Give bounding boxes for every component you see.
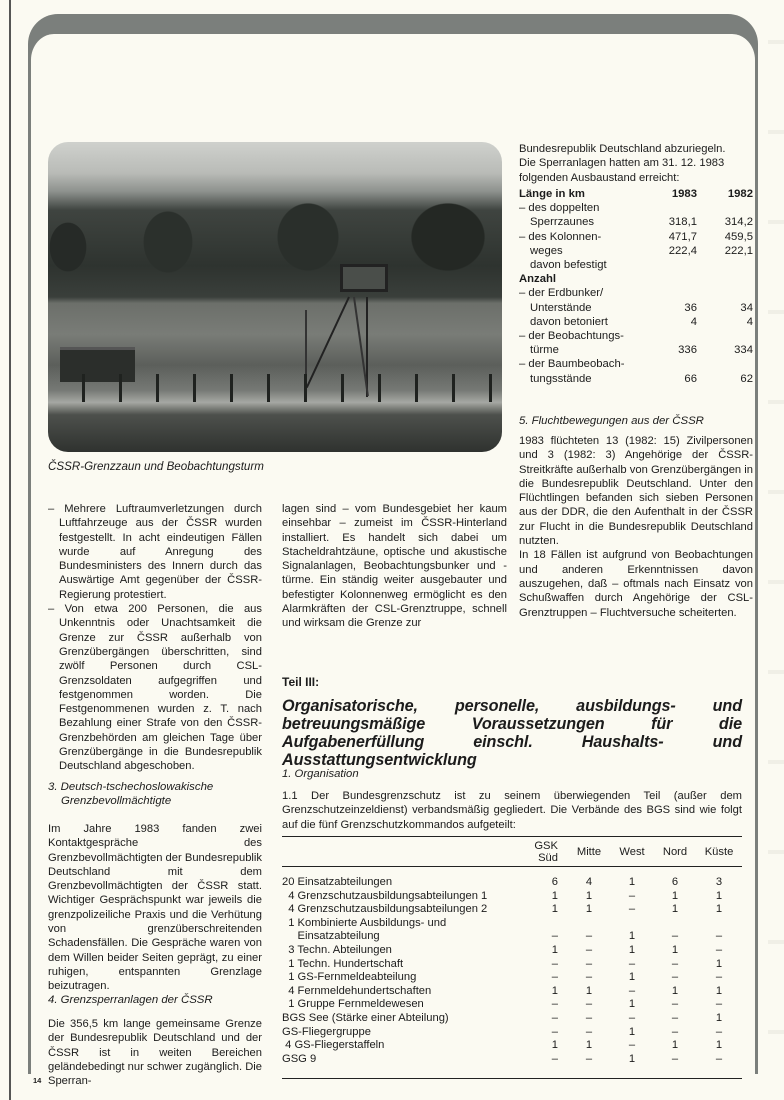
- unit-count: –: [715, 1025, 723, 1038]
- section3-body: Im Jahre 1983 fanden zwei Kontaktgespräche des Grenzbevollmächtigten der Bundesrepublik Deutschland mit dem Grenzbevollmächtigten der ČSSR statt. Wichtiger Gesprächspunkt war jeweils die grenzpolizeiliche Praxis und die Verhütung von grenzüberschreitenden Schadensfällen. Die Gespräche waren von dem Willen beider Seiten geprägt, zu einer ruhigen, entspannten Grenzlage beizutragen.: [48, 823, 262, 993]
- bullet-airspace: – Mehrere Luftraumverletzungen durch Luftfahrzeuge aus der ČSSR wurden festgestellt. In acht eindeutigen Fällen wurde auf Anregung des Bundesministers des Innern durch das Auswärtige Amt gegenüber der ČSSR-Regierung protestiert.: [48, 503, 262, 601]
- section4-heading: 4. Grenzsperranlagen der ČSSR: [48, 994, 213, 1006]
- sperranlagen-stats-table: [519, 187, 753, 386]
- unit-name: 1 Kombinierte Ausbildungs- und: [282, 916, 447, 929]
- unit-name: 3 Techn. Abteilungen: [282, 943, 392, 956]
- unit-count: 1: [715, 903, 723, 916]
- col-west: West: [619, 845, 645, 858]
- scan-margin: [768, 0, 784, 1100]
- unit-count: 1: [715, 984, 723, 997]
- forest: [48, 197, 502, 307]
- unit-count: 1: [671, 889, 679, 902]
- unit-count: –: [628, 889, 636, 902]
- col-gsk-sued: GSK Süd: [534, 839, 558, 864]
- stats-row: – der Beobachtungs-: [519, 330, 624, 343]
- unit-count: –: [671, 1011, 679, 1024]
- unit-name: Einsatzabteilung: [282, 930, 380, 943]
- unit-count: –: [551, 930, 558, 943]
- bullet-arrests: – Von etwa 200 Personen, die aus Unkenntnis oder Unachtsamkeit die Grenze zur ČSSR außerhalb von Grenzübergängen überschritten, sind zwölf Personen durch CSL-Grenzsoldaten aufgegriffen und festgenommen worden. Die Festgenommenen wurden z. T. nach Bezahlung einer Strafe von den ČSSR-Grenzbehörden am gleichen Tage über Grenzübergänge in die Bundesrepublik Deutschland abgeschoben.: [48, 603, 262, 773]
- stats-row: davon befestigt: [530, 259, 607, 272]
- unit-count: [514, 917, 568, 931]
- unit-count: 1: [671, 1039, 679, 1052]
- unit-count: –: [585, 930, 593, 943]
- table-row: [282, 890, 742, 904]
- table-row: [282, 985, 742, 999]
- col-kueste: Küste: [704, 845, 734, 858]
- unit-name: 4 Grenzschutzausbildungsabteilungen 2: [282, 903, 488, 916]
- unit-name: 20 Einsatzabteilungen: [282, 876, 393, 888]
- unit-count: –: [671, 930, 679, 943]
- unit-count: –: [715, 930, 723, 943]
- table-row: [282, 930, 742, 944]
- unit-count: 1: [628, 930, 636, 943]
- section3-heading: 3. Deutsch-tschechoslowakische Grenzbevollmächtigte: [48, 781, 214, 808]
- unit-count: 1: [551, 1039, 558, 1052]
- unit-count: –: [585, 1025, 593, 1038]
- middle-column-body: lagen sind – vom Bundesgebiet her kaum einsehbar – zumeist im ČSSR-Hinterland installiert. Es handelt sich dabei um Stacheldrahtzäune, optische und akustische Signalanlagen, Beobachtungsbunker und -türme. Ein ständig weiter ausgebauter und befestigter Kolonnenweg ermöglicht es den Alarmkräften der CSL-Grenztruppe, schnell und wirksam die Grenze zur: [282, 503, 507, 630]
- unit-count: 1: [585, 1039, 593, 1052]
- unit-count: 1: [585, 984, 593, 997]
- unit-count: 1: [715, 1039, 723, 1052]
- unit-count: –: [671, 1052, 679, 1065]
- watchtower-cabin: [340, 264, 388, 292]
- unit-count: –: [671, 971, 679, 984]
- stats-row: davon betoniert 4 4: [530, 315, 753, 328]
- unit-count: 1: [551, 943, 558, 956]
- stats-row: – der Erdbunker/: [519, 287, 604, 300]
- unit-count: 1: [628, 971, 636, 984]
- unit-count: 1: [628, 876, 636, 888]
- unit-count: 1: [671, 903, 679, 916]
- unit-count: –: [715, 943, 723, 956]
- unit-name: BGS See (Stärke einer Abteilung): [282, 1011, 449, 1024]
- unit-count: 1: [551, 903, 558, 916]
- stats-row: weges 222,4 222,1: [530, 244, 753, 257]
- unit-count: 1: [628, 1025, 636, 1038]
- unit-count: 1: [551, 984, 558, 997]
- unit-count: –: [585, 971, 593, 984]
- table-body: [282, 867, 742, 1078]
- section4-body: Die 356,5 km lange gemeinsame Grenze der Bundesrepublik Deutschland und der ČSSR ist in weiten Bereichen geländebedingt nur schwer zugänglich. Die Sperran-: [48, 1018, 262, 1088]
- intro-line: folgenden Ausbaustand erreicht:: [519, 171, 680, 184]
- unit-count: –: [671, 998, 679, 1011]
- unit-count: –: [671, 957, 679, 970]
- unit-name: GS-Fliegergruppe: [282, 1025, 371, 1038]
- part-title: Organisatorische, personelle, ausbildungs- und betreuungsmäßige Voraussetzungen für die Aufgabenerfüllung einschl. Haushalts- und Ausstattungsentwicklung: [282, 697, 742, 769]
- unit-count: [568, 917, 610, 931]
- section5-heading: 5. Fluchtbewegungen aus der ČSSR: [519, 415, 704, 427]
- unit-count: 1: [671, 943, 679, 956]
- stats-row: – des Kolonnen- 471,7 459,5: [519, 230, 753, 243]
- unit-count: –: [551, 971, 558, 984]
- stats-row: Sperrzaunes 318,1 314,2: [530, 216, 753, 229]
- intro-line: Bundesrepublik Deutschland abzuriegeln.: [519, 143, 726, 155]
- fence-posts: [48, 374, 502, 402]
- unit-count: –: [585, 1011, 593, 1024]
- unit-count: 1: [585, 903, 593, 916]
- unit-count: –: [628, 903, 636, 916]
- unit-count: 1: [715, 1011, 723, 1024]
- part-label: Teil III:: [282, 675, 320, 689]
- table-row: [282, 876, 742, 890]
- unit-name: 1 Techn. Hundertschaft: [282, 957, 404, 970]
- unit-count: –: [585, 998, 593, 1011]
- unit-count: 1: [628, 998, 636, 1011]
- unit-count: –: [551, 998, 558, 1011]
- unit-count: –: [628, 1039, 636, 1052]
- sperranlagen-intro: [519, 142, 753, 185]
- left-column-bullets: [48, 502, 262, 774]
- intro-line: Die Sperranlagen hatten am 31. 12. 1983: [519, 157, 725, 170]
- table-row: [282, 1026, 742, 1040]
- stats-row: Unterstände 36 34: [530, 301, 753, 314]
- stats-header: Länge in km 1983 1982: [519, 188, 753, 200]
- unit-count: 1: [585, 889, 593, 902]
- stats-row: – des doppelten: [519, 202, 600, 215]
- col-mitte: Mitte: [576, 845, 602, 858]
- unit-count: 1: [628, 943, 636, 956]
- table-row: [282, 1053, 742, 1067]
- unit-count: 4: [585, 876, 593, 888]
- table-row: [282, 971, 742, 985]
- unit-name: GSG 9: [282, 1052, 317, 1065]
- unit-count: –: [585, 1052, 593, 1065]
- table-row: [282, 944, 742, 958]
- unit-count: 1: [628, 1052, 636, 1065]
- unit-count: –: [628, 1011, 636, 1024]
- unit-count: –: [715, 1052, 723, 1065]
- unit-count: 1: [551, 889, 558, 902]
- unit-count: –: [551, 957, 558, 970]
- unit-count: 6: [551, 876, 558, 888]
- table-row: [282, 1039, 742, 1053]
- unit-name: 4 Grenzschutzausbildungsabteilungen 1: [282, 889, 488, 902]
- organisation-paragraph: 1.1 Der Bundesgrenzschutz ist zu seinem überwiegenden Teil (außer dem Grenzschutzeinzeldienst) verbandsmäßig gegliedert. Die Verbände des BGS sind wie folgt auf die fünf Grenzschutzkommandos aufgeteilt:: [282, 790, 742, 831]
- section5-body: [519, 434, 753, 620]
- unit-count: [610, 917, 654, 931]
- unit-count: –: [551, 1052, 558, 1065]
- table-row: [282, 903, 742, 917]
- unit-count: –: [715, 971, 723, 984]
- stats-row: tungsstände 66 62: [530, 372, 753, 385]
- page-edge: [9, 0, 11, 1100]
- unit-count: –: [585, 957, 593, 970]
- unit-count: –: [671, 1025, 679, 1038]
- unit-count: 1: [715, 889, 723, 902]
- col-nord: Nord: [662, 845, 688, 858]
- table-row: [282, 1012, 742, 1026]
- table-row: [282, 917, 742, 931]
- section5-paragraph: 1983 flüchteten 13 (1982: 15) Zivilpersonen und 3 (1982: 3) Angehörige der ČSSR-Streitkräfte außerhalb von Grenzübergängen in die Bundesrepublik Deutschland. Unter den Flüchtlingen befanden sich sieben Personen aus der DDR, die den Aufenthalt in der ČSSR zur Flucht in die Bundesrepublik Deutschland nutzten.: [519, 435, 753, 548]
- unit-count: –: [628, 957, 636, 970]
- unit-count: –: [628, 984, 636, 997]
- stats-subheader: Anzahl: [519, 273, 557, 286]
- unit-name: 1 GS-Fernmeldeabteilung: [282, 971, 417, 984]
- unit-count: –: [551, 1011, 558, 1024]
- organisation-heading: 1. Organisation: [282, 768, 359, 780]
- stats-row: – der Baumbeobach-: [519, 358, 625, 371]
- unit-name: 4 Fernmeldehundertschaften: [282, 984, 432, 997]
- unit-count: –: [715, 998, 723, 1011]
- unit-count: –: [585, 943, 593, 956]
- unit-name: 4 GS-Fliegerstaffeln: [282, 1039, 385, 1052]
- unit-count: 3: [715, 876, 723, 888]
- table-row: [282, 998, 742, 1012]
- border-fence-photo: [48, 142, 502, 452]
- unit-count: –: [551, 1025, 558, 1038]
- photo-caption: ČSSR-Grenzzaun und Beobachtungsturm: [48, 460, 264, 473]
- section5-paragraph: In 18 Fällen ist aufgrund von Beobachtungen und anderen Erkenntnissen davon auszugehen, daß – oftmals nach Einsatz von Schußwaffen durch Angehörige der CSL-Grenztruppen – Fluchtversuche scheiterten.: [519, 549, 753, 619]
- unit-count: 6: [671, 876, 679, 888]
- unit-count: [696, 917, 742, 931]
- page-number: 14: [33, 1076, 42, 1085]
- table-header: [282, 837, 742, 867]
- unit-count: 1: [715, 957, 723, 970]
- unit-count: [654, 917, 696, 931]
- unit-name: 1 Gruppe Fernmeldewesen: [282, 998, 424, 1011]
- bgs-units-table: [282, 836, 742, 1079]
- stats-row: türme 336 334: [530, 344, 753, 357]
- unit-count: 1: [671, 984, 679, 997]
- table-row: [282, 958, 742, 972]
